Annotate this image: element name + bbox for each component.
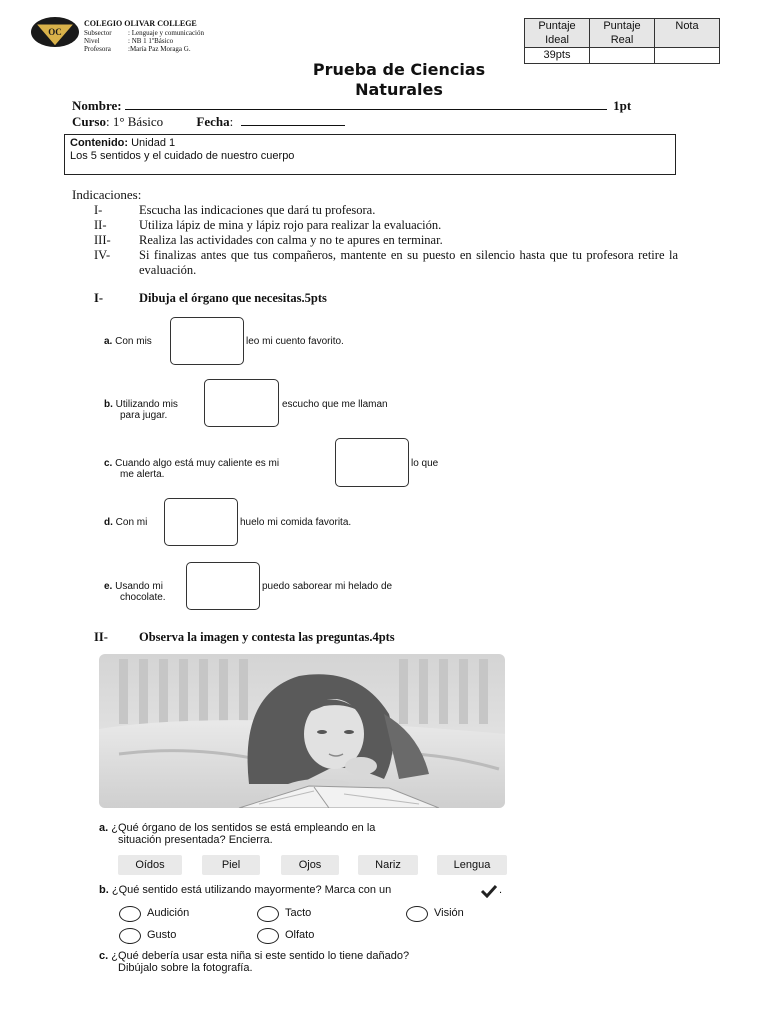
question-2c-line1: c. ¿Qué debería usar esta niña si este sentido lo tiene dañado? [99, 950, 410, 962]
score-header-nota: Nota [655, 19, 720, 48]
score-ideal-value: 39pts [525, 48, 590, 64]
fecha-label: Fecha [196, 114, 230, 129]
curso-label: Curso [72, 114, 106, 129]
school-name: COLEGIO OLIVAR COLLEGE [84, 19, 197, 28]
score-header-real: Puntaje Real [590, 19, 655, 48]
question-c-after: lo que [411, 458, 439, 469]
content-label: Contenido: [70, 137, 129, 149]
radio-label-tacto: Tacto [285, 907, 312, 919]
school-logo [30, 16, 80, 48]
instructions-title: Indicaciones: [72, 187, 142, 202]
photo-girl-reading [99, 654, 505, 808]
draw-box-e[interactable] [186, 562, 260, 610]
question-c-text: c. Cuando algo está muy caliente es mi [104, 458, 280, 469]
option-piel[interactable]: Piel [202, 855, 260, 875]
question-c-line2: me alerta. [120, 469, 165, 480]
radio-label-olfato: Olfato [285, 929, 315, 941]
meta-subsector: Subsector : Lenguaje y comunicación [84, 29, 204, 37]
question-2a-line1: a. ¿Qué órgano de los sentidos se está empleando en la [99, 822, 376, 834]
curso-row: Curso: 1° Básico Fecha: [72, 114, 345, 130]
draw-box-a[interactable] [170, 317, 244, 365]
radio-audicion[interactable] [119, 906, 141, 922]
draw-box-b[interactable] [204, 379, 279, 427]
question-2b-end: . [499, 884, 503, 896]
option-nariz[interactable]: Nariz [358, 855, 418, 875]
score-nota-value[interactable] [655, 48, 720, 64]
checkmark-icon [480, 884, 498, 898]
radio-gusto[interactable] [119, 928, 141, 944]
meta-nivel: Nivel : NB 1 1ºBásico [84, 37, 174, 45]
question-b-text: b. Utilizando mis [104, 399, 178, 410]
instruction-item-text: Si finalizas antes que tus compañeros, mantente en su puesto en silencio hasta que tu profesora retire la evaluación. [139, 248, 678, 277]
nombre-points: 1pt [613, 98, 632, 113]
radio-vision[interactable] [406, 906, 428, 922]
question-e-after: puedo saborear mi helado de [262, 581, 393, 592]
content-topic: Los 5 sentidos y el cuidado de nuestro cuerpo [70, 150, 295, 162]
score-real-value[interactable] [590, 48, 655, 64]
score-header-ideal: Puntaje Ideal [525, 19, 590, 48]
radio-label-audicion: Audición [147, 907, 190, 919]
radio-label-vision: Visión [434, 907, 464, 919]
question-2b-text: b. ¿Qué sentido está utilizando mayormente? Marca con un [99, 884, 392, 896]
nombre-label: Nombre: [72, 98, 122, 113]
section2-title: Observa la imagen y contesta las preguntas.4pts [139, 630, 395, 644]
content-box [64, 134, 676, 175]
radio-olfato[interactable] [257, 928, 279, 944]
draw-box-d[interactable] [164, 498, 238, 546]
fecha-field[interactable] [241, 114, 345, 126]
content-unit: Unidad 1 [131, 137, 176, 149]
svg-text:OC: OC [48, 27, 62, 37]
radio-label-gusto: Gusto [147, 929, 177, 941]
question-d-after: huelo mi comida favorita. [240, 517, 352, 528]
section1-title: Dibuja el órgano que necesitas.5pts [139, 291, 327, 305]
nombre-field[interactable] [125, 98, 607, 110]
draw-box-c[interactable] [335, 438, 409, 487]
radio-tacto[interactable] [257, 906, 279, 922]
nombre-row [72, 98, 631, 114]
option-ojos[interactable]: Ojos [281, 855, 339, 875]
meta-profesora: Profesora :María Paz Moraga G. [84, 45, 191, 53]
question-2a-line2: situación presentada? Encierra. [118, 834, 273, 846]
score-table [524, 18, 720, 64]
page-title: Prueba de Ciencias Naturales [312, 60, 486, 99]
question-b-line2: para jugar. [120, 410, 168, 421]
section2-num: II- [94, 630, 108, 644]
question-b-after: escucho que me llaman [282, 399, 388, 410]
question-e-text: e. Usando mi [104, 581, 163, 592]
question-d-text: d. Con mi [104, 517, 148, 528]
option-oidos[interactable]: Oídos [118, 855, 182, 875]
question-a-after: leo mi cuento favorito. [246, 336, 344, 347]
question-2c-line2: Dibújalo sobre la fotografía. [118, 962, 253, 974]
section1-num: I- [94, 291, 104, 305]
option-lengua[interactable]: Lengua [437, 855, 507, 875]
curso-value: : 1° Básico [105, 114, 164, 129]
question-a-text: a. Con mis [104, 336, 152, 347]
question-e-line2: chocolate. [120, 592, 166, 603]
